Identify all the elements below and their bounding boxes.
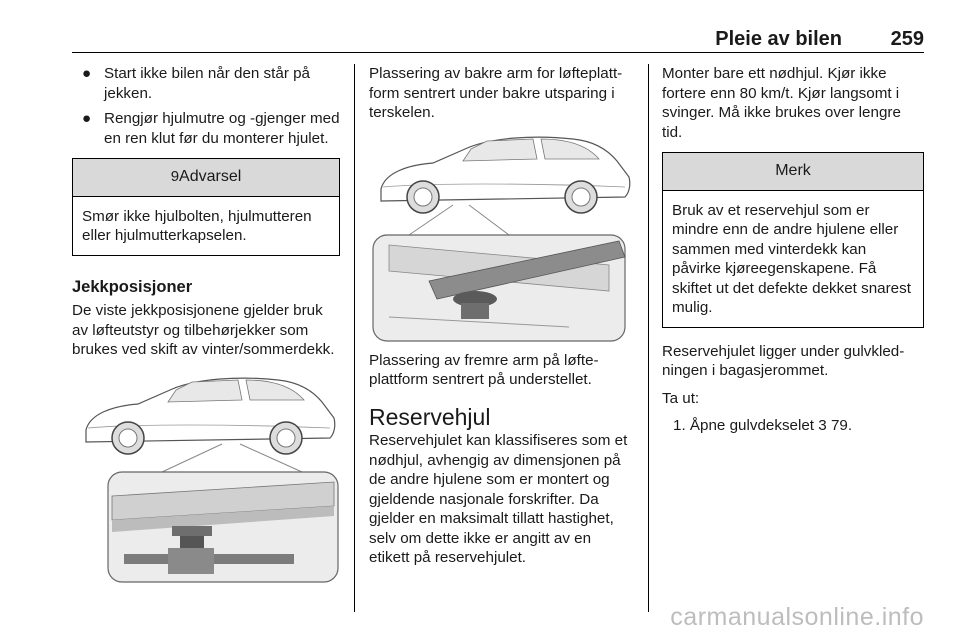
paragraph: Monter bare ett nødhjul. Kjør ikke fortere enn 80 km/t. Kjør langsomt i svinger. Må ikke brukes over lengre tid. <box>662 65 901 141</box>
column-1 <box>72 64 340 592</box>
paragraph: Plassering av bakre arm for løfteplattform sentrert under bakre utsparing i terskelen. <box>369 65 623 121</box>
chapter-title: Pleie av bilen <box>715 28 842 50</box>
column-divider-2 <box>648 64 649 612</box>
paragraph: Reservehjulet kan klassifiseres som et nødhjul, avhengig av dimensjonen på de andre hjulene som er montert og gjeldende nasjonale forskrifter. Da gjelder en maksimalt tillatt hastighet, selv om dette ikke er angitt av en etikett på reservehjulet. <box>369 432 628 566</box>
list-item: 1. Åpne gulvdekselet 3 79. <box>673 417 853 434</box>
section-heading-jekkposisjoner: Jekkposisjoner <box>72 277 193 296</box>
warning-box <box>72 158 340 256</box>
note-box <box>662 152 924 328</box>
column-divider-1 <box>354 64 355 612</box>
step-list <box>662 416 924 436</box>
paragraph: Ta ut: <box>662 389 700 407</box>
list-item: ● Rengjør hjulmutre og -gjenger med en ren klut før du monterer hjulet. <box>82 110 340 147</box>
page-reference[interactable]: 79. <box>830 417 853 434</box>
warning-icon: 9 <box>170 168 180 185</box>
page-reference-icon: 3 <box>818 417 827 434</box>
section-heading-reservehjul: Reservehjul <box>369 403 491 430</box>
car-front-jack-point-illustration <box>369 131 635 343</box>
header-rule <box>72 52 924 53</box>
column-2 <box>369 64 635 576</box>
watermark: carmanualsonline.info <box>670 603 924 631</box>
bullet-list <box>72 64 340 148</box>
paragraph: De viste jekkposisjonene gjelder bruk av løfteutstyr og tilbehørjekker som brukes ved skift av vinter/sommerdekk. <box>72 302 335 358</box>
paragraph: Reservehjulet ligger under gulvkledningen i bagasjerommet. <box>662 342 905 379</box>
list-item: ● Start ikke bilen når den står på jekken. <box>82 65 310 102</box>
paragraph: Plassering av fremre arm på løfteplattform sentrert på understellet. <box>369 351 599 388</box>
column-3 <box>662 64 924 436</box>
warning-title: 9Advarsel <box>73 159 339 197</box>
warning-text: Smør ikke hjulbolten, hjulmutteren eller hjulmutterkapselen. <box>82 207 312 244</box>
car-rear-jack-point-illustration <box>72 368 340 584</box>
page-header <box>72 26 924 52</box>
note-text: Bruk av et reservehjul som er mindre enn de andre hjulene eller sammen med vinterdekk kan påvirke kjøreegenskapene. Få skiftet ut det defekte dekket snarest mulig. <box>672 201 911 316</box>
note-title: Merk <box>663 153 923 191</box>
page-number: 259 <box>890 28 924 50</box>
